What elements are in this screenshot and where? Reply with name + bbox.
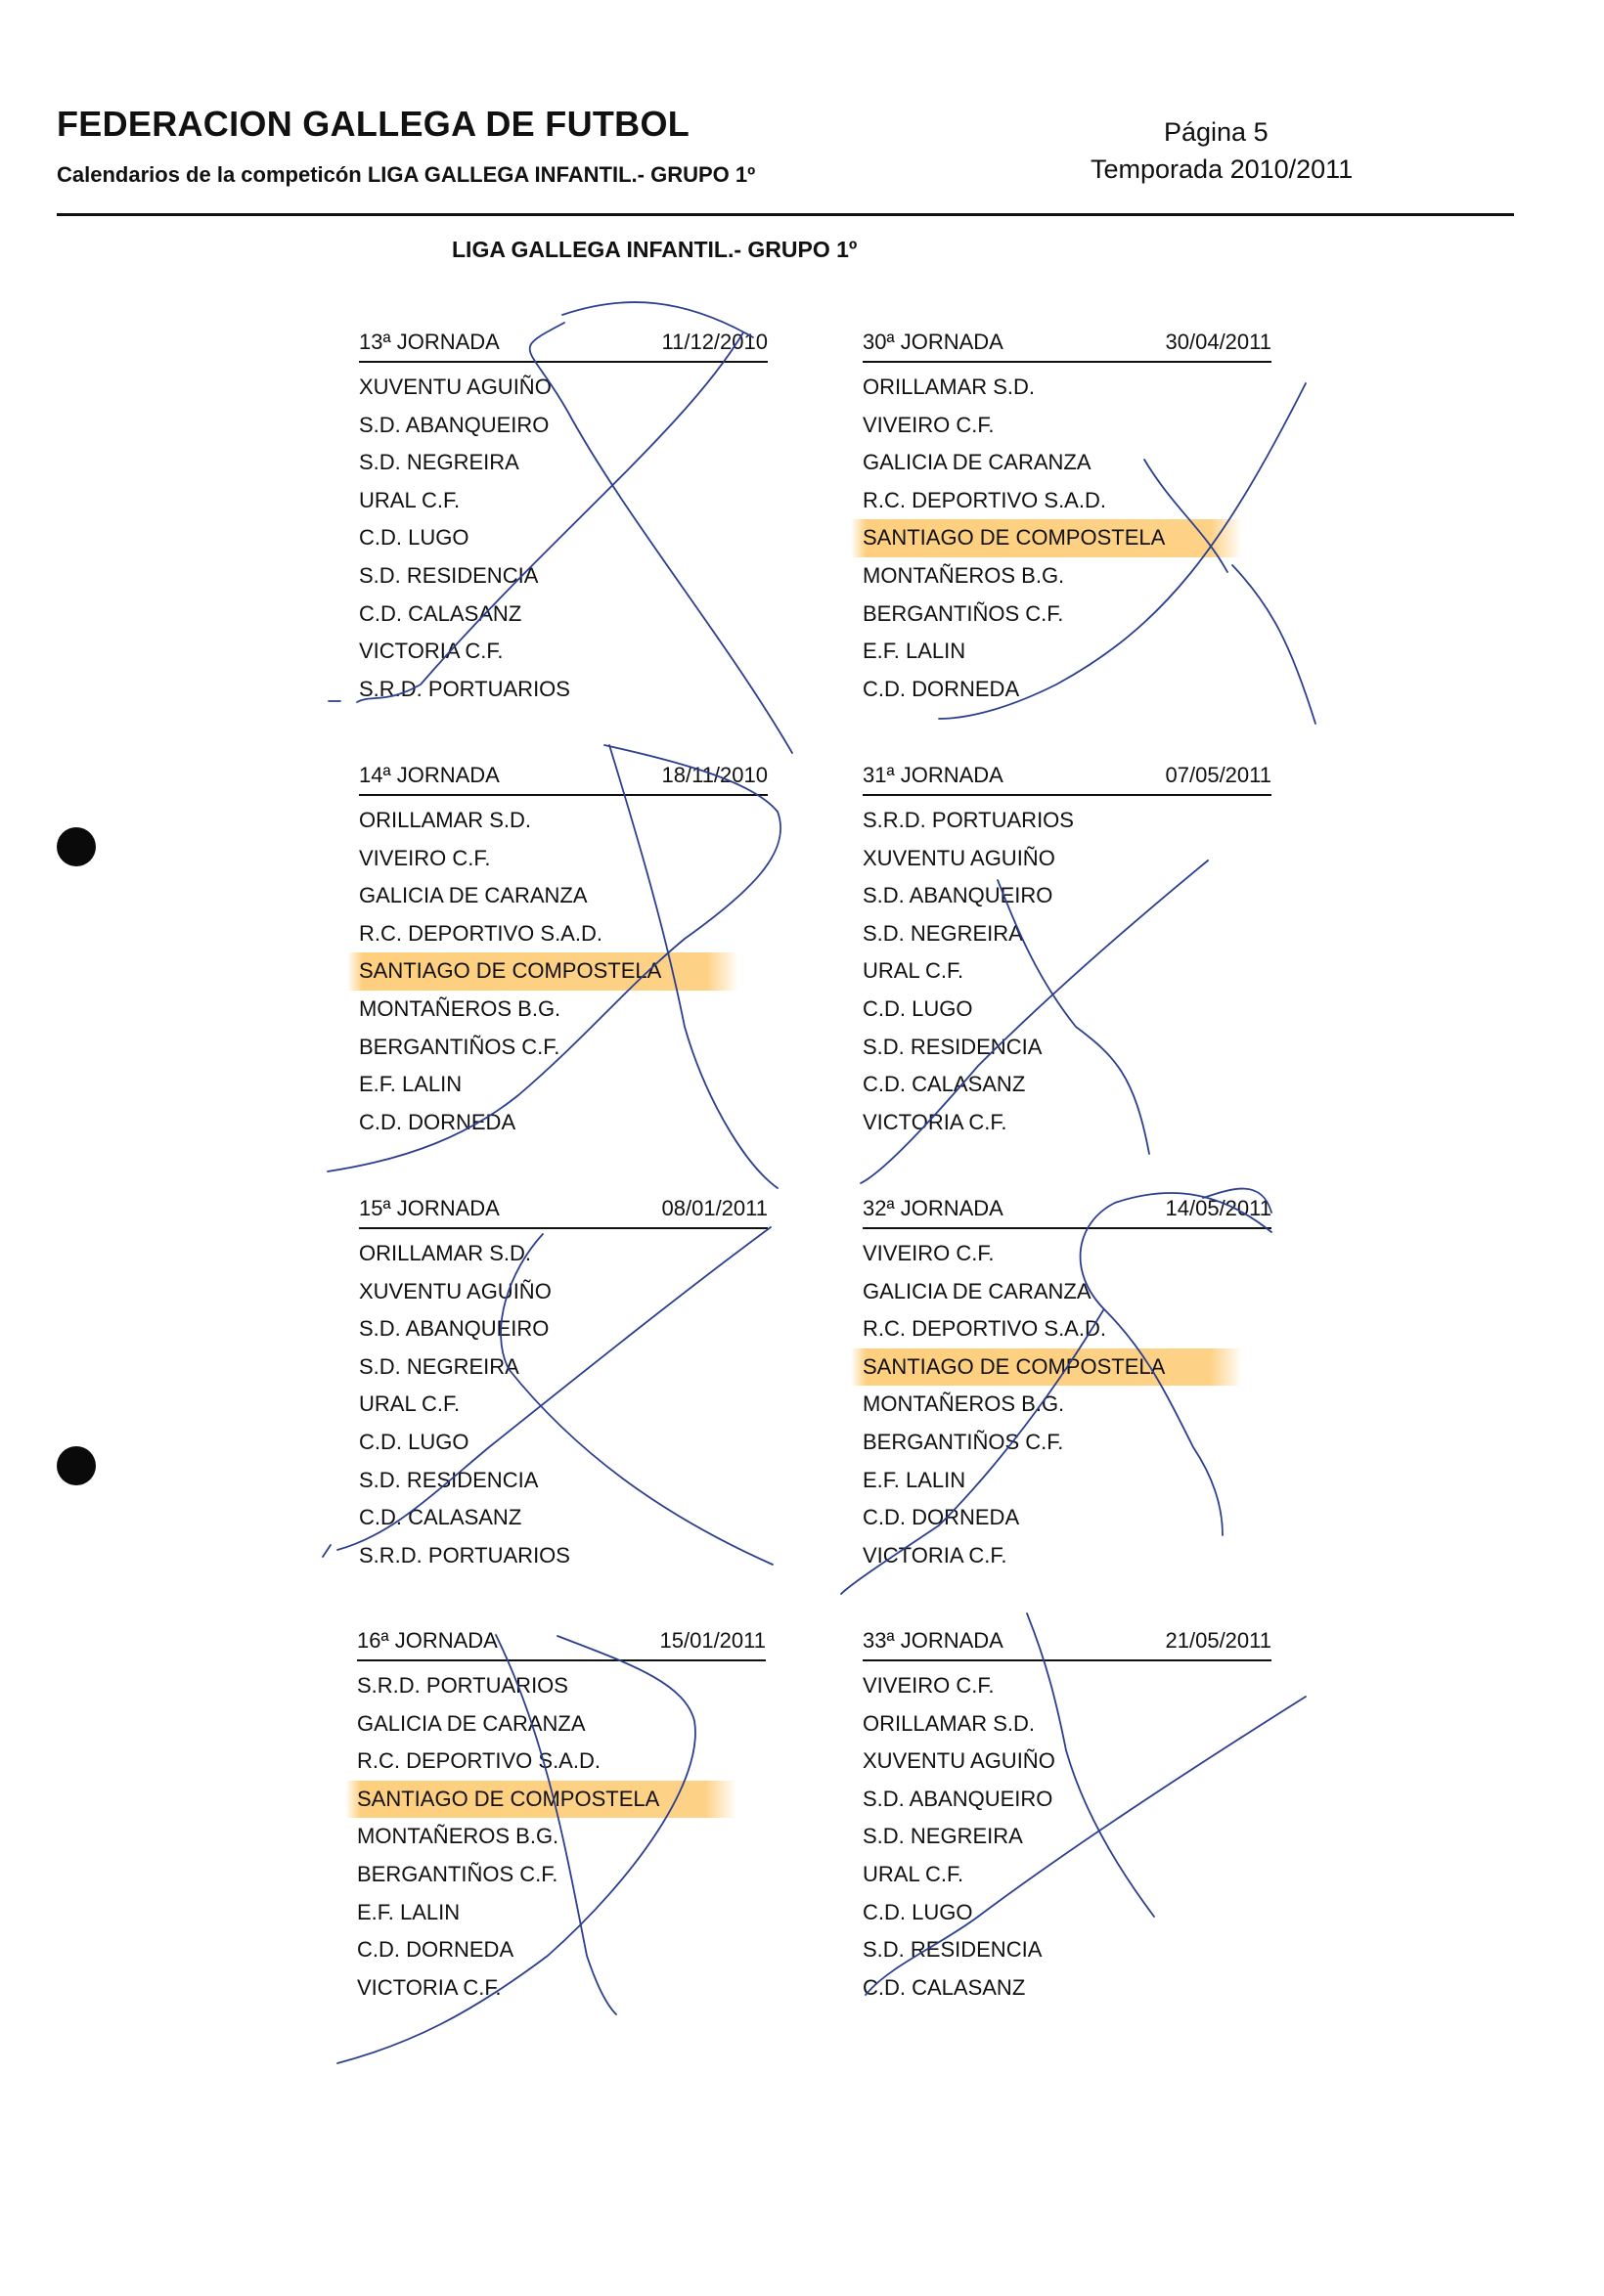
team-name: S.R.D. PORTUARIOS [359,1542,570,1567]
team-name: E.F. LALIN [357,1899,461,1924]
round-label: 31ª JORNADA [863,763,1003,787]
team-name: XUVENTU AGUIÑO [863,845,1055,870]
pen-stroke [1232,565,1315,724]
round-label: 13ª JORNADA [359,330,500,354]
team-name: VICTORIA C.F. [357,1974,502,2000]
team-name: R.C. DEPORTIVO S.A.D. [359,920,602,946]
round-date: 08/01/2011 [661,1196,768,1220]
pen-stroke [1144,460,1227,572]
team-name: C.D. DORNEDA [863,1505,1020,1530]
team-name: C.D. DORNEDA [863,676,1020,701]
pen-stroke [866,1697,1306,1995]
pen-stroke [323,1545,331,1557]
team-name: S.D. RESIDENCIA [863,1937,1043,1963]
pen-stroke [841,1310,1103,1594]
team-name: VICTORIA C.F. [359,639,504,664]
team-name: URAL C.F. [863,958,964,984]
team-name: ORILLAMAR S.D. [359,1241,532,1265]
team-name: VIVEIRO C.F. [359,845,491,870]
team-name: BERGANTIÑOS C.F. [357,1861,558,1886]
team-name: VICTORIA C.F. [863,1542,1007,1567]
round-date: 11/12/2010 [661,330,768,354]
pen-stroke [1027,1613,1154,1917]
team-name: S.D. NEGREIRA [863,920,1023,946]
round-date: 18/11/2010 [661,763,768,787]
round-date: 07/05/2011 [1165,763,1271,787]
team-name: S.R.D. PORTUARIOS [357,1673,568,1698]
team-name: VICTORIA C.F. [863,1109,1007,1134]
team-name: ORILLAMAR S.D. [863,1710,1036,1736]
round-date: 21/05/2011 [1165,1628,1271,1653]
team-name: S.D. RESIDENCIA [359,562,539,588]
team-highlighted: SANTIAGO DE COMPOSTELA [851,1348,1242,1387]
team-highlighted: SANTIAGO DE COMPOSTELA [851,519,1242,557]
team-name: XUVENTU AGUIÑO [863,1748,1055,1774]
team-name: C.D. DORNEDA [359,1109,516,1134]
team-name: R.C. DEPORTIVO S.A.D. [863,1316,1106,1342]
pen-stroke [328,745,780,1171]
round-label: 15ª JORNADA [359,1196,500,1220]
team-name: MONTAÑEROS B.G. [863,562,1065,588]
team-name: S.D. ABANQUEIRO [863,883,1053,908]
team-name: VIVEIRO C.F. [863,412,995,437]
team-name: MONTAÑEROS B.G. [357,1824,559,1849]
team-name: S.D. RESIDENCIA [359,1467,539,1492]
team-name: S.R.D. PORTUARIOS [359,676,570,701]
team-name: C.D. DORNEDA [357,1937,514,1963]
team-name: C.D. LUGO [359,525,469,551]
team-name: GALICIA DE CARANZA [863,450,1092,475]
team-name: E.F. LALIN [863,1467,966,1492]
team-name: URAL C.F. [863,1861,964,1886]
team-name: VIVEIRO C.F. [863,1673,995,1698]
team-name: C.D. LUGO [863,1899,973,1924]
team-name: ORILLAMAR S.D. [359,808,532,832]
team-name: MONTAÑEROS B.G. [863,1391,1065,1417]
team-name: C.D. CALASANZ [863,1974,1026,2000]
pen-stroke [357,332,743,702]
team-name: S.R.D. PORTUARIOS [863,808,1074,832]
round-label: 32ª JORNADA [863,1196,1003,1220]
pen-stroke [1081,1193,1271,1535]
team-name: R.C. DEPORTIVO S.A.D. [863,487,1106,512]
round-label: 30ª JORNADA [863,330,1003,354]
pen-stroke [939,383,1306,719]
round-date: 30/04/2011 [1165,330,1271,354]
round-label: 33ª JORNADA [863,1628,1003,1653]
team-name: URAL C.F. [359,487,461,512]
team-name: BERGANTIÑOS C.F. [359,1034,560,1059]
team-name: C.D. CALASANZ [359,1505,522,1530]
team-name: BERGANTIÑOS C.F. [863,1429,1064,1454]
pen-stroke [501,1234,773,1565]
team-name: GALICIA DE CARANZA [357,1710,586,1736]
page-number: Página 5 [1164,117,1269,147]
team-name: S.D. RESIDENCIA [863,1034,1043,1059]
team-name: C.D. LUGO [863,995,973,1021]
team-name: VIVEIRO C.F. [863,1241,995,1265]
pen-stroke [337,1636,695,2063]
team-name: C.D. LUGO [359,1429,469,1454]
pen-stroke [337,1227,771,1550]
team-name: S.D. NEGREIRA [359,450,519,475]
team-highlighted: SANTIAGO DE COMPOSTELA [347,952,738,991]
team-name: XUVENTU AGUIÑO [359,1278,552,1303]
federation-title: FEDERACION GALLEGA DE FUTBOL [57,104,691,144]
team-name: S.D. ABANQUEIRO [359,412,550,437]
team-name: GALICIA DE CARANZA [863,1278,1092,1303]
pen-stroke [496,1635,616,2014]
round-label: 14ª JORNADA [359,763,500,787]
team-name: S.D. NEGREIRA [359,1353,519,1379]
team-name: C.D. CALASANZ [863,1072,1026,1097]
team-name: GALICIA DE CARANZA [359,883,588,908]
round-date: 15/01/2011 [659,1628,766,1653]
team-name: URAL C.F. [359,1391,461,1417]
team-highlighted: SANTIAGO DE COMPOSTELA [345,1781,736,1819]
team-name: S.D. NEGREIRA [863,1824,1023,1849]
round-date: 14/05/2011 [1165,1196,1271,1220]
pen-stroke [998,880,1149,1154]
team-name: XUVENTU AGUIÑO [359,375,552,399]
pen-stroke [609,745,778,1188]
team-name: S.D. ABANQUEIRO [863,1786,1053,1811]
team-name: C.D. CALASANZ [359,600,522,626]
team-name: E.F. LALIN [359,1072,463,1097]
pen-stroke [861,861,1208,1183]
pen-stroke [562,302,753,337]
round-label: 16ª JORNADA [357,1628,498,1653]
team-name: R.C. DEPORTIVO S.A.D. [357,1748,601,1774]
pen-stroke [530,323,792,753]
team-name: E.F. LALIN [863,639,966,664]
competition-subtitle: Calendarios de la competicón LIGA GALLEGA INFANTIL.- GRUPO 1º [57,162,756,187]
team-name: MONTAÑEROS B.G. [359,995,561,1021]
season-label: Temporada 2010/2011 [1091,155,1354,184]
section-title: LIGA GALLEGA INFANTIL.- GRUPO 1º [452,237,858,262]
team-name: BERGANTIÑOS C.F. [863,600,1064,626]
team-name: S.D. ABANQUEIRO [359,1316,550,1342]
team-name: ORILLAMAR S.D. [863,375,1036,399]
